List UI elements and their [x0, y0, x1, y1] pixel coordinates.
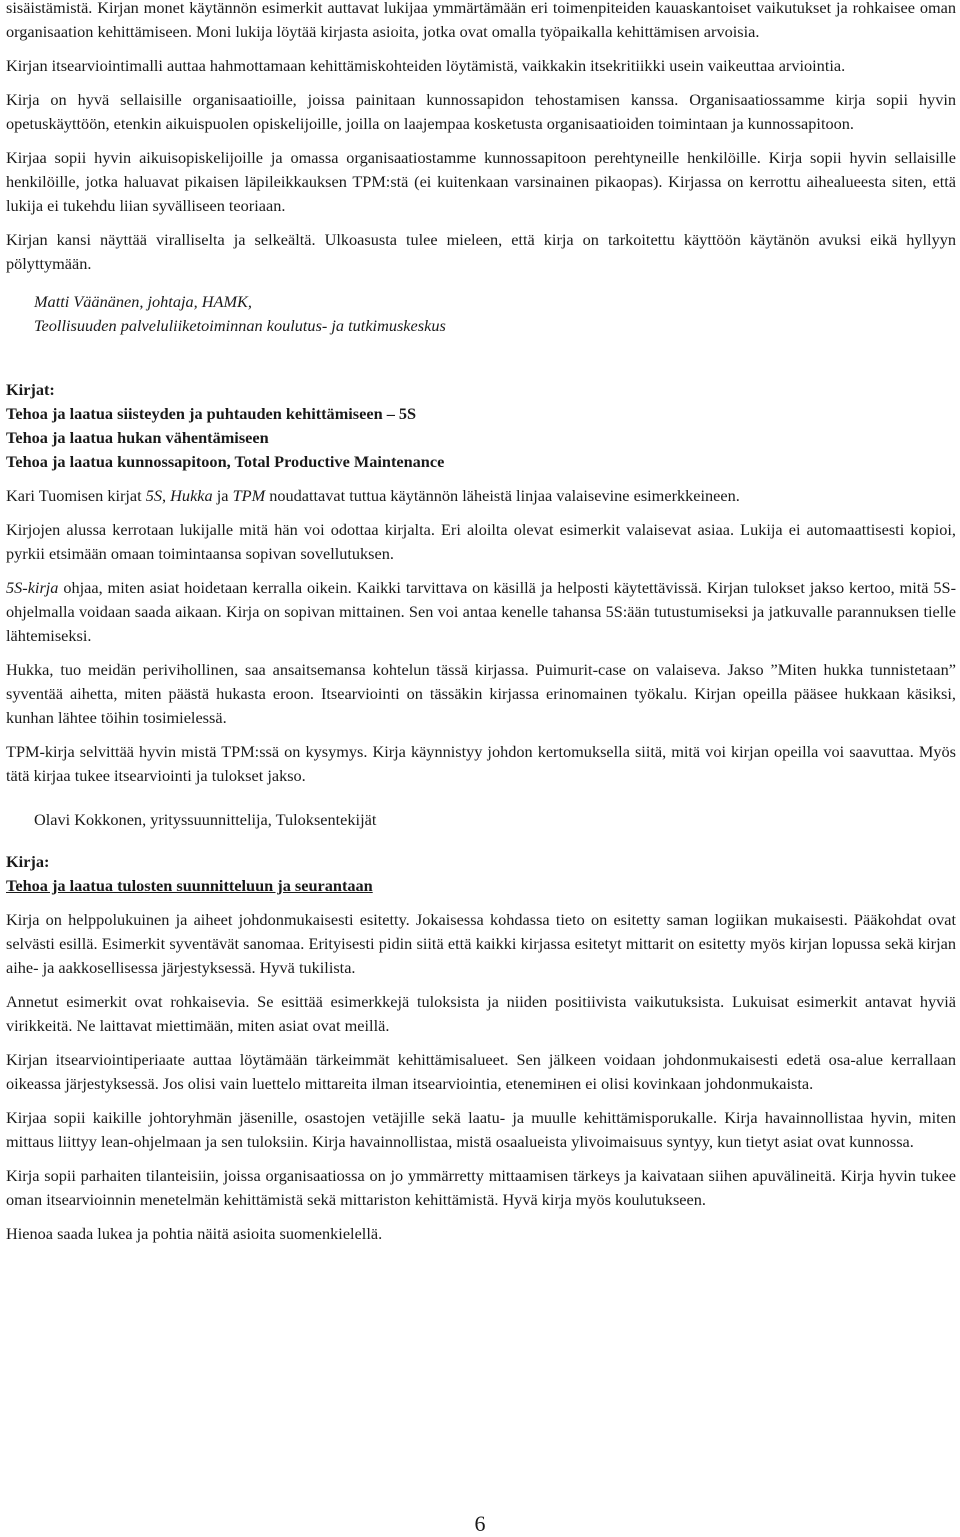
book-title: Tehoa ja laatua hukan vähentämiseen: [6, 428, 269, 447]
paragraph: Kirjaa sopii hyvin aikuisopiskelijoille ja omassa organisaatiostamme kunnossapitoon perehtyneille henkilöille. Kirja sopii hyvin sellaisille henkilöille, jotka haluavat pikaisen läpileikkauksen TPM:stä (ei kuitenkaan varsinainen pikaopas). Kirjassa on kerrottu aihealueesta siten, että lukija ei tukehdu liian syvälliseen teoriaan.: [6, 148, 956, 215]
section-heading: Kirja:: [6, 852, 50, 871]
paragraph: Hukka, tuo meidän perivihollinen, saa ansaitsemansa kohtelun tässä kirjassa. Puimurit-case on valaiseva. Jakso ”Miten hukka tunnistetaan” syventää aihetta, miten päästä hukasta eroon. Itsearviointi on tässäkin kirjassa erinomainen työkalu. Kirjan opeilla pääsee hukkaan käsiksi, kunhan lähtee töihin tosimielessä.: [6, 660, 956, 727]
book-title: Tehoa ja laatua siisteyden ja puhtauden kehittämiseen – 5S: [6, 404, 417, 423]
paragraph: Kirja sopii parhaiten tilanteisiin, joissa organisaatiossa on jo ymmärretty mittaamisen tärkeys ja kaivataan siihen apuvälineitä. Kirja hyvin tukee oman itsearvioinnin menetelmän kehittämistä sekä mittariston kehittämistä. Hyvä kirja myös koulutukseen.: [6, 1166, 956, 1209]
signature-affiliation: Teollisuuden palveluliiketoiminnan koulutus- ja tutkimuskeskus: [34, 316, 446, 335]
paragraph: Kirja on helppolukuinen ja aiheet johdonmukaisesti esitetty. Jokaisessa kohdassa tieto on esitetty saman logiikan mukaisesti. Pääkohdat ovat selvästi esillä. Esimerkit syventävät sanomaa. Erityisesti pidin siitä että kaikki kirjassa esitetyt mittarit on esitetty myös kirjan lopussa sekä kirjan aihe- ja aakkosellisessa järjestyksessä. Hyvä tukilista.: [6, 910, 956, 977]
paragraph: Kirja on hyvä sellaisille organisaatioille, joissa painitaan kunnossapidon tehostamisen kanssa. Organisaatiossamme kirja sopii hyvin opetuskäyttöön, etenkin aikuispuolen opiskelijoille, joilla on laajempaa kosketusta organisaatioiden toimintaan ja kunnossapitoon.: [6, 90, 956, 133]
paragraph: Kirjan itsearviointiperiaate auttaa löytämään tärkeimmät kehittämisalueet. Sen jälkeen voidaan johdonmukaisesti edetä osa-alue kerrallaan oikeassa järjestyksessä. Jos olisi vain luettelo mittareita ilman itsearviointia, etenemінen ei olisi kovinkaan johdonmukaista.: [6, 1050, 956, 1093]
book-title: Tehoa ja laatua tulosten suunnitteluun ja seurantaan: [6, 876, 373, 895]
section-heading: Kirjat:: [6, 380, 55, 399]
book-title: Tehoa ja laatua kunnossapitoon, Total Productive Maintenance: [6, 452, 445, 471]
signature-name: Matti Väänänen, johtaja, HAMK,: [34, 292, 252, 311]
page-number: 6: [474, 1511, 486, 1536]
book-title-list: [6, 402, 956, 474]
paragraph: Kirjojen alussa kerrotaan lukijalle mitä hän voi odottaa kirjalta. Eri aloilta olevat esimerkit valaisevat asiaa. Lukija ei automaattisesti kopioi, pyrkii etsimään omaan toimintaansa sopivan sovellutuksen.: [6, 520, 956, 563]
paragraph: TPM-kirja selvittää hyvin mistä TPM:ssä on kysymys. Kirja käynnistyy johdon kertomuksella siitä, mitä voi kirjan opeilla voi saavuttaa. Myös tätä kirjaa tukee itsearviointi ja tulokset jakso.: [6, 742, 956, 785]
reviewer-signature: [34, 290, 956, 338]
paragraph: Hienoa saada lukea ja pohtia näitä asioita suomenkielellä.: [6, 1224, 383, 1243]
paragraph: Kirjan itsearviointimalli auttaa hahmottamaan kehittämiskohteiden löytämistä, vaikkakin itsekritiikki usein vaikeuttaa arviointia.: [6, 56, 846, 75]
paragraph: Kari Tuomisen kirjat 5S, Hukka ja TPM noudattavat tuttua käytännön läheistä linjaa valaisevine esimerkkeineen.: [6, 486, 740, 505]
reviewer-signature: Olavi Kokkonen, yrityssuunnittelija, Tuloksentekijät: [34, 810, 377, 829]
document-page: [6, 0, 956, 1256]
paragraph: Annetut esimerkit ovat rohkaisevia. Se esittää esimerkkejä tuloksista ja niiden positiivista vaikutuksista. Lukuisat esimerkit antavat hyviä virikkeitä. Ne laittavat miettimään, miten asiat ovat meillä.: [6, 992, 956, 1035]
paragraph: 5S-kirja ohjaa, miten asiat hoidetaan kerralla oikein. Kaikki tarvittava on käsillä ja helposti käytettävissä. Kirjan tulokset jakso kertoo, mitä 5S-ohjelmalla voidaan saada aikaan. Kirja on sopivan mittainen. Sen voi antaa kenelle tahansa 5S:ään tutustumiseksi ja jatkuvalle parannuksen tielle lähtemiseksi.: [6, 578, 956, 645]
paragraph: sisäistämistä. Kirjan monet käytännön esimerkit auttavat lukijaa ymmärtämään eri toimenpiteiden kauaskantoiset vaikutukset ja rohkaisee oman organisaation kehittämiseen. Moni lukija löytää kirjasta asioita, jotka ovat omalla työpaikalla kehittämisen arvoisia.: [6, 0, 956, 41]
paragraph: Kirjaa sopii kaikille johtoryhmän jäsenille, osastojen vetäjille sekä laatu- ja muulle kehittämisporukalle. Kirja havainnollistaa hyvin, miten mittaus liittyy lean-ohjelmaan ja sen tuloksiin. Kirja havainnollistaa, mistä osaalueista ylivoimaisuus syntyy, kun tietyt asiat ovat kunnossa.: [6, 1108, 956, 1151]
paragraph: Kirjan kansi näyttää viralliselta ja selkeältä. Ulkoasusta tulee mieleen, että kirja on tarkoitettu käyttöön käytänön avuksi eikä hyllyyn pölyttymään.: [6, 230, 956, 273]
